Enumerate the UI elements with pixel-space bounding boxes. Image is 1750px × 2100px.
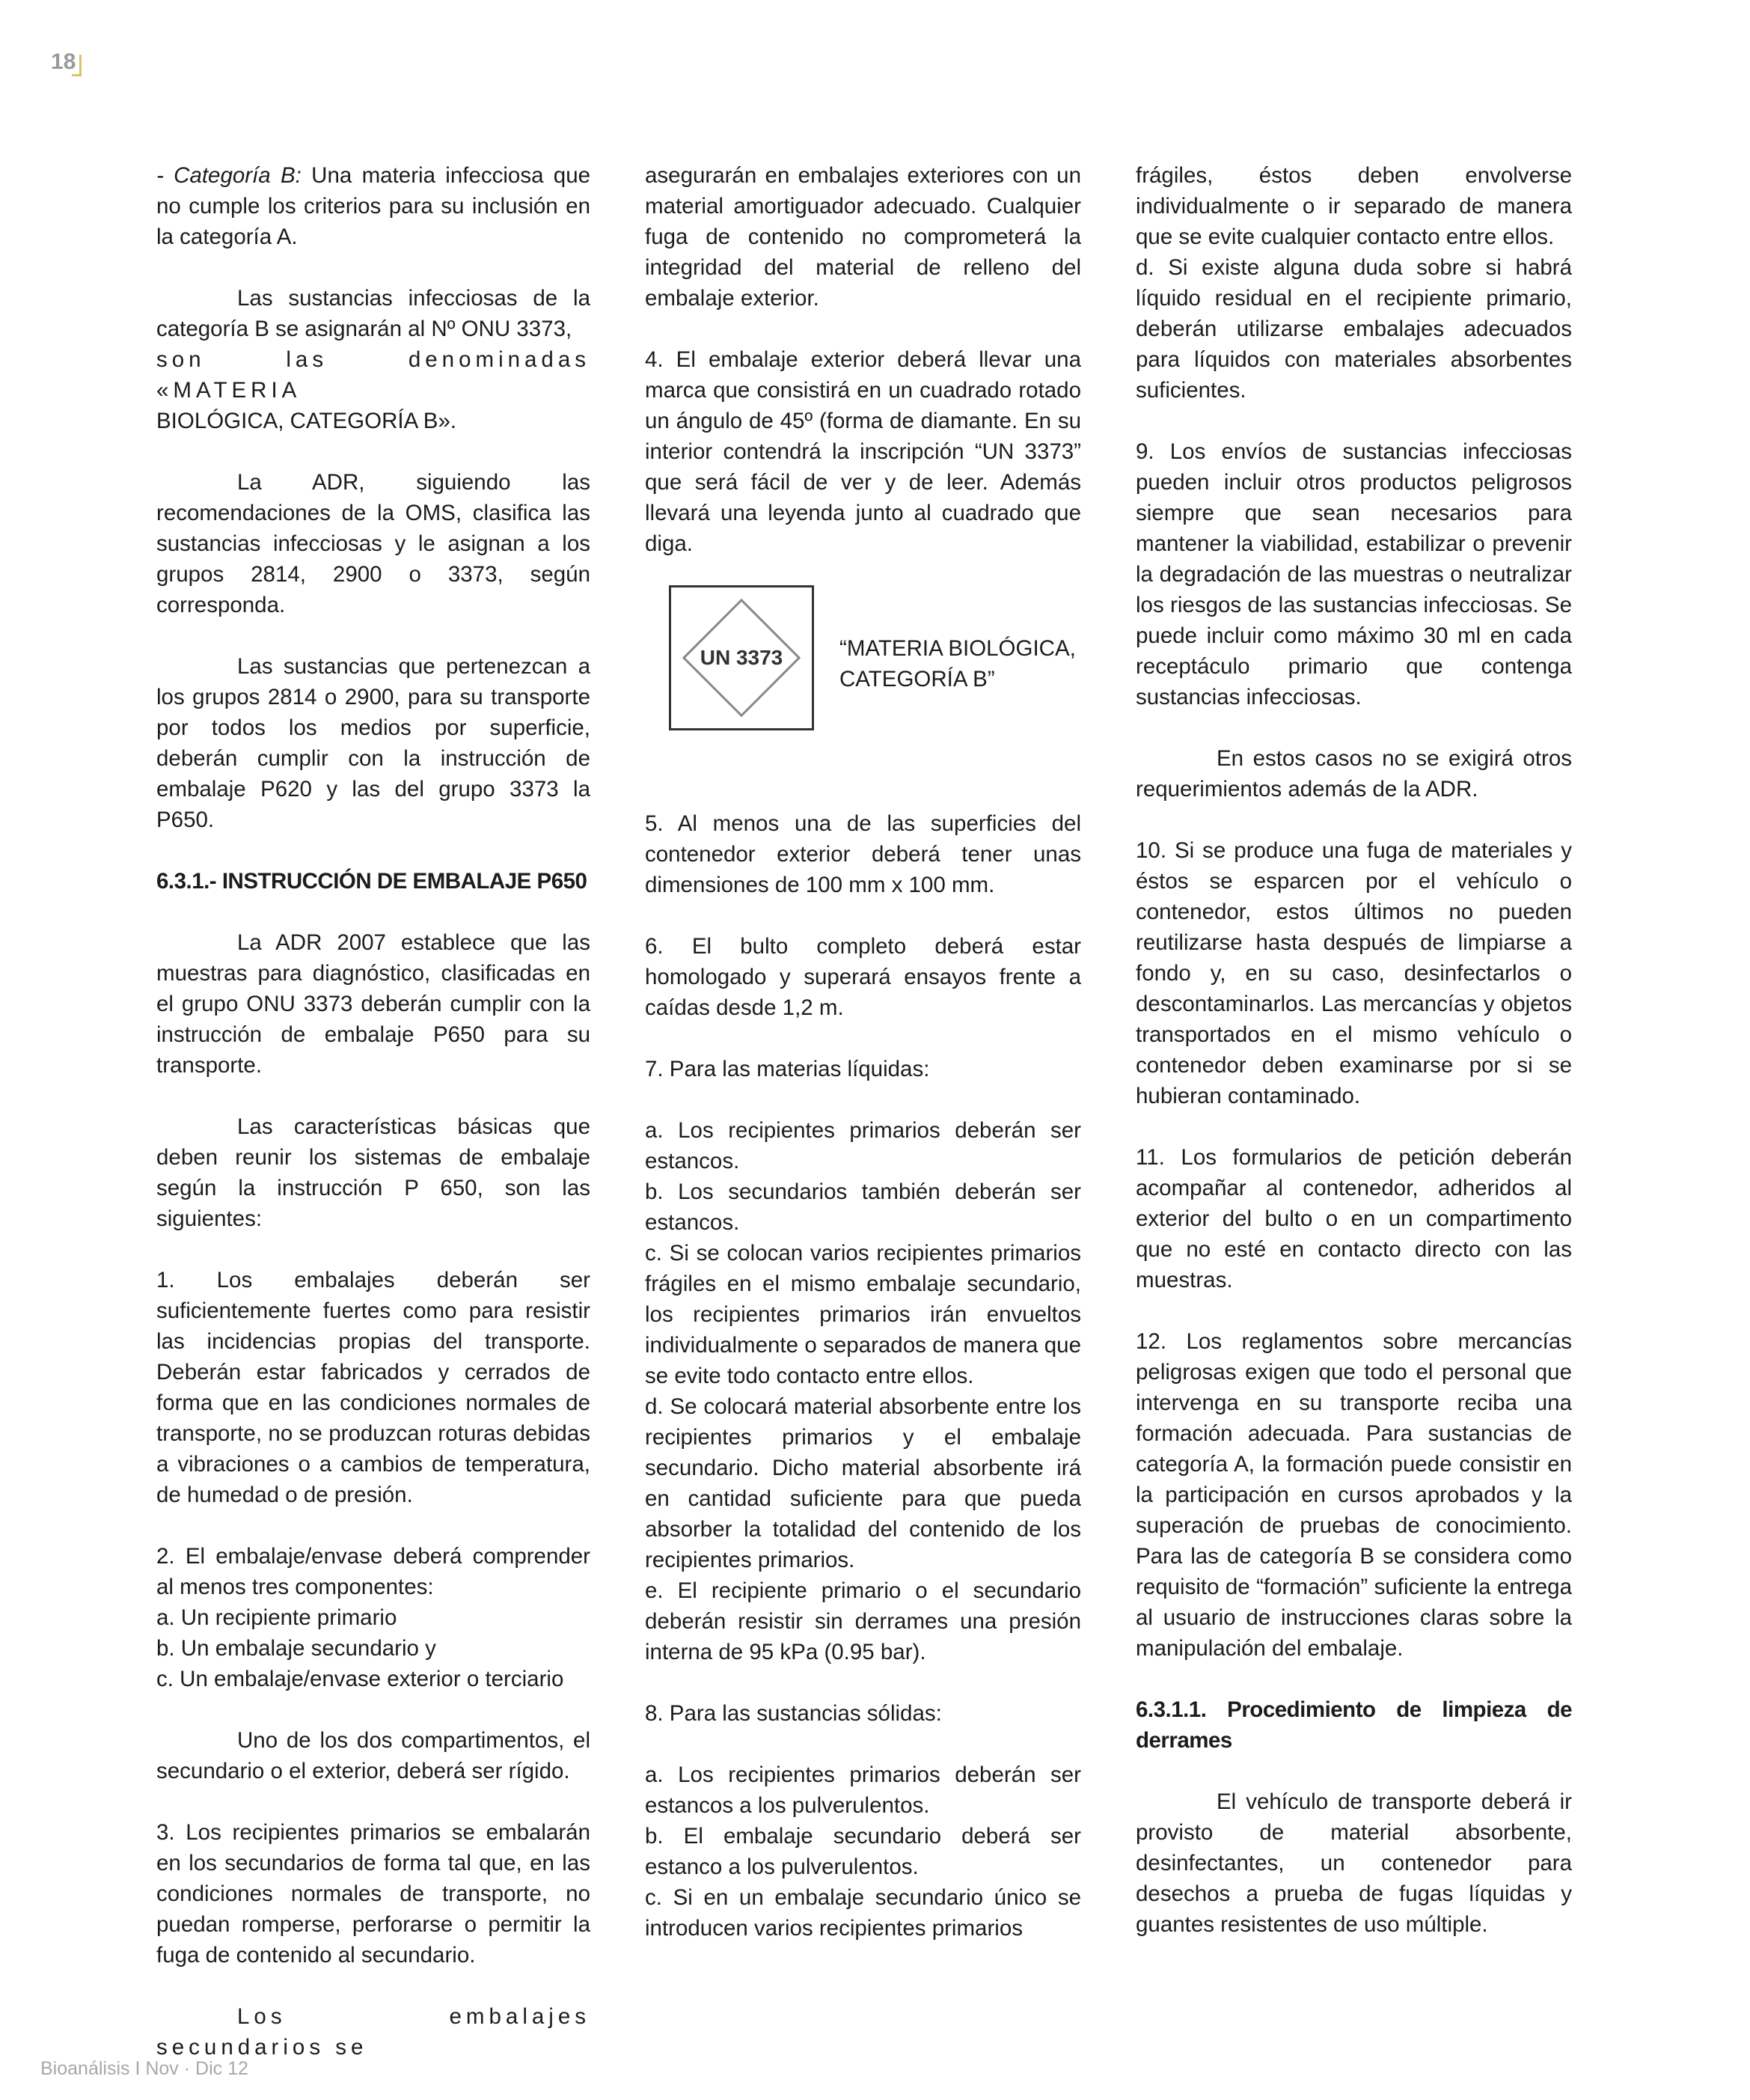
paragraph: 2. El embalaje/envase deberá comprender al menos tres componentes: — [156, 1544, 590, 1599]
paragraph: El vehículo de transporte deberá ir provisto de material absorbente, desinfectantes, un contenedor para desechos a prueba de fugas líquidas y guantes resistentes de uso múltiple. — [1136, 1789, 1572, 1937]
un3373-sign — [669, 585, 814, 730]
list-item: e. El recipiente primario o el secundario deberán resistir sin derrames una presión interna de 95 kPa (0.95 bar). — [645, 1578, 1081, 1664]
paragraph — [156, 160, 590, 252]
figure-caption — [839, 633, 1076, 695]
footer-publication: Bioanálisis I Nov · Dic 12 — [40, 2058, 248, 2079]
list-item: c. Si en un embalaje secundario único se introducen varios recipientes primarios — [645, 1885, 1081, 1941]
list-item: a. Un recipiente primario — [156, 1605, 397, 1630]
paragraph-text: Una materia infecciosa que no cumple los criterios para su inclusión en la categoría A. — [156, 163, 591, 249]
section-heading: 6.3.1.1. Procedimiento de limpieza de derrames — [1136, 1697, 1572, 1753]
paragraph: 5. Al menos una de las superficies del contenedor exterior deberá tener unas dimensiones de 100 mm x 100 mm. — [645, 811, 1081, 897]
list-item: b. Los secundarios también deberán ser estancos. — [645, 1179, 1081, 1235]
paragraph: 12. Los reglamentos sobre mercancías peligrosas exigen que todo el personal que intervenga en su transporte reciba una formación adecuada. Para sustancias de categoría A, la formación puede consistir en la participación en cursos aprobados y la superación de pruebas de conocimiento. Para las de categoría B se considera como requisito de “formación” suficiente la entrega al usuario de instrucciones claras sobre la manipulación del embalaje. — [1136, 1329, 1572, 1661]
paragraph: frágiles, éstos deben envolverse individualmente o ir separado de manera que se evite cualquier contacto entre ellos. — [1136, 163, 1572, 249]
paragraph: Las sustancias que pertenezcan a los grupos 2814 o 2900, para su transporte por todos los medios por superficie, deberán cumplir con la instrucción de embalaje P620 y las del grupo 3373 la P650. — [156, 654, 590, 832]
paragraph: Uno de los dos compartimentos, el secundario o el exterior, deberá ser rígido. — [156, 1728, 590, 1783]
list-item: d. Si existe alguna duda sobre si habrá líquido residual en el recipiente primario, deberán utilizarse embalajes adecuados para líquidos con materiales absorbentes suficientes. — [1136, 255, 1572, 403]
paragraph: asegurarán en embalajes exteriores con un material amortiguador adecuado. Cualquier fuga de contenido no comprometerá la integridad del material de relleno del embalaje exterior. — [645, 163, 1081, 311]
column-1 — [156, 160, 590, 2063]
list-item: d. Se colocará material absorbente entre los recipientes primarios y el embalaje secundario. Dicho material absorbente irá en cantidad suficiente para que pueda absorber la totalidad del contenido de los recipientes primarios. — [645, 1394, 1081, 1572]
paragraph: 10. Si se produce una fuga de materiales y éstos se esparcen por el vehículo o contenedor, estos últimos no pueden reutilizarse hasta después de limpiarse a fondo y, en su caso, desinfectarlos o descontaminarlos. Las mercancías y objetos transportados en el mismo vehículo o contenedor deben examinarse por si se hubieran contaminado. — [1136, 838, 1572, 1108]
paragraph: En estos casos no se exigirá otros requerimientos además de la ADR. — [1136, 746, 1572, 802]
caption-line: CATEGORÍA B” — [839, 667, 995, 692]
list-item: c. Un embalaje/envase exterior o terciario — [156, 1667, 564, 1691]
paragraph: 11. Los formularios de petición deberán acompañar al contenedor, adheridos al exterior del bulto o en un compartimento que no esté en contacto directo con las muestras. — [1136, 1145, 1572, 1292]
paragraph: 8. Para las sustancias sólidas: — [645, 1701, 942, 1726]
un3373-figure — [645, 585, 1081, 799]
paragraph: 3. Los recipientes primarios se embalarán en los secundarios de forma tal que, en las condiciones normales de transporte, no puedan romperse, perforarse o permitir la fuga de contenido al secundario. — [156, 1820, 590, 1968]
list-item: a. Los recipientes primarios deberán ser estancos. — [645, 1118, 1081, 1173]
list-item: b. El embalaje secundario deberá ser estanco a los pulverulentos. — [645, 1824, 1081, 1879]
paragraph: 4. El embalaje exterior deberá llevar una marca que consistirá en un cuadrado rotado un ángulo de 45º (forma de diamante. En su interior contendrá la inscripción “UN 3373” que será fácil de ver y de leer. Además llevará una leyenda junto al cuadrado que diga. — [645, 347, 1081, 556]
column-3 — [1136, 160, 1572, 1940]
paragraph: Las sustancias infecciosas de la categoría B se asignarán al Nº ONU 3373, — [156, 286, 590, 341]
un3373-label: UN 3373 — [700, 646, 783, 669]
category-b-label: - Categoría B: — [156, 163, 302, 188]
page-number-corner — [72, 55, 82, 76]
list-item: c. Si se colocan varios recipientes primarios frágiles en el mismo embalaje secundario, los recipientes primarios irán envueltos individualmente o separados de manera que se evite todo contacto entre ellos. — [645, 1241, 1081, 1388]
paragraph: 7. Para las materias líquidas: — [645, 1057, 930, 1081]
paragraph: 1. Los embalajes deberán ser suficientemente fuertes como para resistir las incidencias propias del transporte. Deberán estar fabricados y cerrados de forma que en las condiciones normales de transporte, no se produzcan roturas debidas a vibraciones o a cambios de temperatura, de humedad o de presión. — [156, 1268, 590, 1507]
paragraph: La ADR 2007 establece que las muestras para diagnóstico, clasificadas en el grupo ONU 3373 deberán cumplir con la instrucción de embalaje P650 para su transporte. — [156, 930, 590, 1078]
caption-line: “MATERIA BIOLÓGICA, — [839, 636, 1076, 661]
section-heading: 6.3.1.- INSTRUCCIÓN DE EMBALAJE P650 — [156, 869, 587, 894]
paragraph: La ADR, siguiendo las recomendaciones de la OMS, clasifica las sustancias infecciosas y le asignan a los grupos 2814, 2900 o 3373, según corresponda. — [156, 470, 590, 617]
paragraph: BIOLÓGICA, CATEGORÍA B». — [156, 409, 457, 433]
page-number — [48, 49, 80, 78]
page-number-text: 18 — [51, 49, 76, 74]
list-item: b. Un embalaje secundario y — [156, 1636, 436, 1661]
paragraph: 9. Los envíos de sustancias infecciosas pueden incluir otros productos peligrosos siempre que sean necesarios para mantener la viabilidad, estabilizar o prevenir la degradación de las muestras o neutralizar los riesgos de las sustancias infecciosas. Se puede incluir como máximo 30 ml en cada receptáculo primario que contenga sustancias infecciosas. — [1136, 439, 1572, 709]
column-2 — [645, 160, 1081, 1944]
paragraph: 6. El bulto completo deberá estar homologado y superará ensayos frente a caídas desde 1,2 m. — [645, 934, 1081, 1020]
paragraph: son las denominadas «MATERIA — [156, 347, 590, 403]
paragraph: Las características básicas que deben reunir los sistemas de embalaje según la instrucción P 650, son las siguientes: — [156, 1114, 590, 1231]
paragraph: Los embalajes secundarios se — [156, 2004, 590, 2060]
list-item: a. Los recipientes primarios deberán ser estancos a los pulverulentos. — [645, 1762, 1081, 1818]
